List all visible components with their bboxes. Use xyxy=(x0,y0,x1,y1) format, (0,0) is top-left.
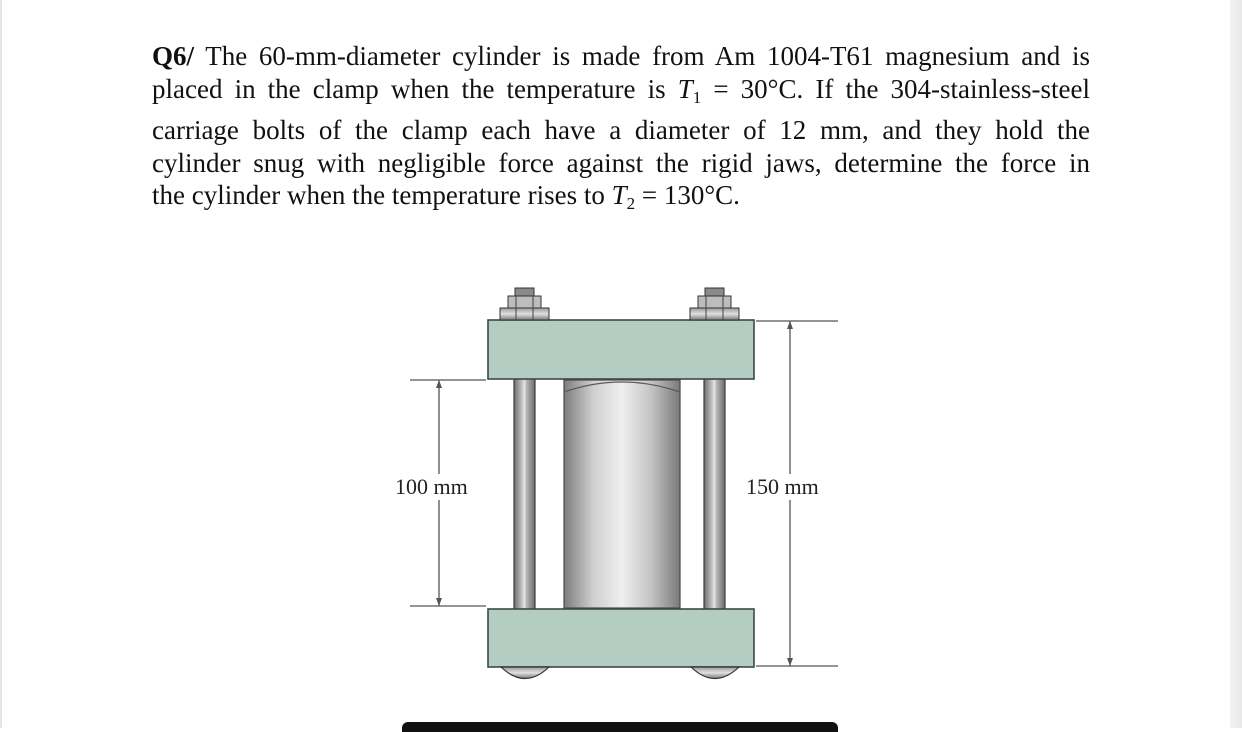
right-bolt-head-icon xyxy=(691,667,739,679)
right-bolt xyxy=(704,378,725,610)
left-dimension-label: 100 mm xyxy=(395,474,468,499)
left-bolt xyxy=(514,378,535,610)
question-line-2: placed in the clamp when the temperature is $T_1 = 30^\circ C$. If the 304-stainless-steel xyxy=(152,73,1090,107)
right-dimension-label: 150 mm xyxy=(746,474,819,499)
question-line-5: the cylinder when the temperature rises to $T_2 = 130^\circ C$. xyxy=(152,180,740,213)
bottom-jaw xyxy=(488,609,754,667)
question-label: Q6/ xyxy=(152,41,195,71)
magnesium-cylinder xyxy=(564,380,680,608)
left-nut-icon xyxy=(500,288,549,320)
question-line-1: Q6/ The 60-mm-diameter cylinder is made from Am 1004-T61 magnesium and is xyxy=(152,41,1090,71)
top-jaw xyxy=(488,320,754,379)
right-nut-icon xyxy=(690,288,739,320)
t1-subscript: 1 xyxy=(692,87,702,107)
question-line-4: cylinder snug with negligible force against the rigid jaws, determine the force in xyxy=(152,147,1090,178)
question-line-3: carriage bolts of the clamp each have a diameter of 12 mm, and they hold the xyxy=(152,115,1090,145)
t2-symbol: T xyxy=(611,180,627,210)
bottom-edge-bar xyxy=(402,722,838,732)
t1-symbol: T xyxy=(677,73,693,104)
t2-subscript: 2 xyxy=(626,194,636,213)
left-bolt-head-icon xyxy=(501,667,549,679)
